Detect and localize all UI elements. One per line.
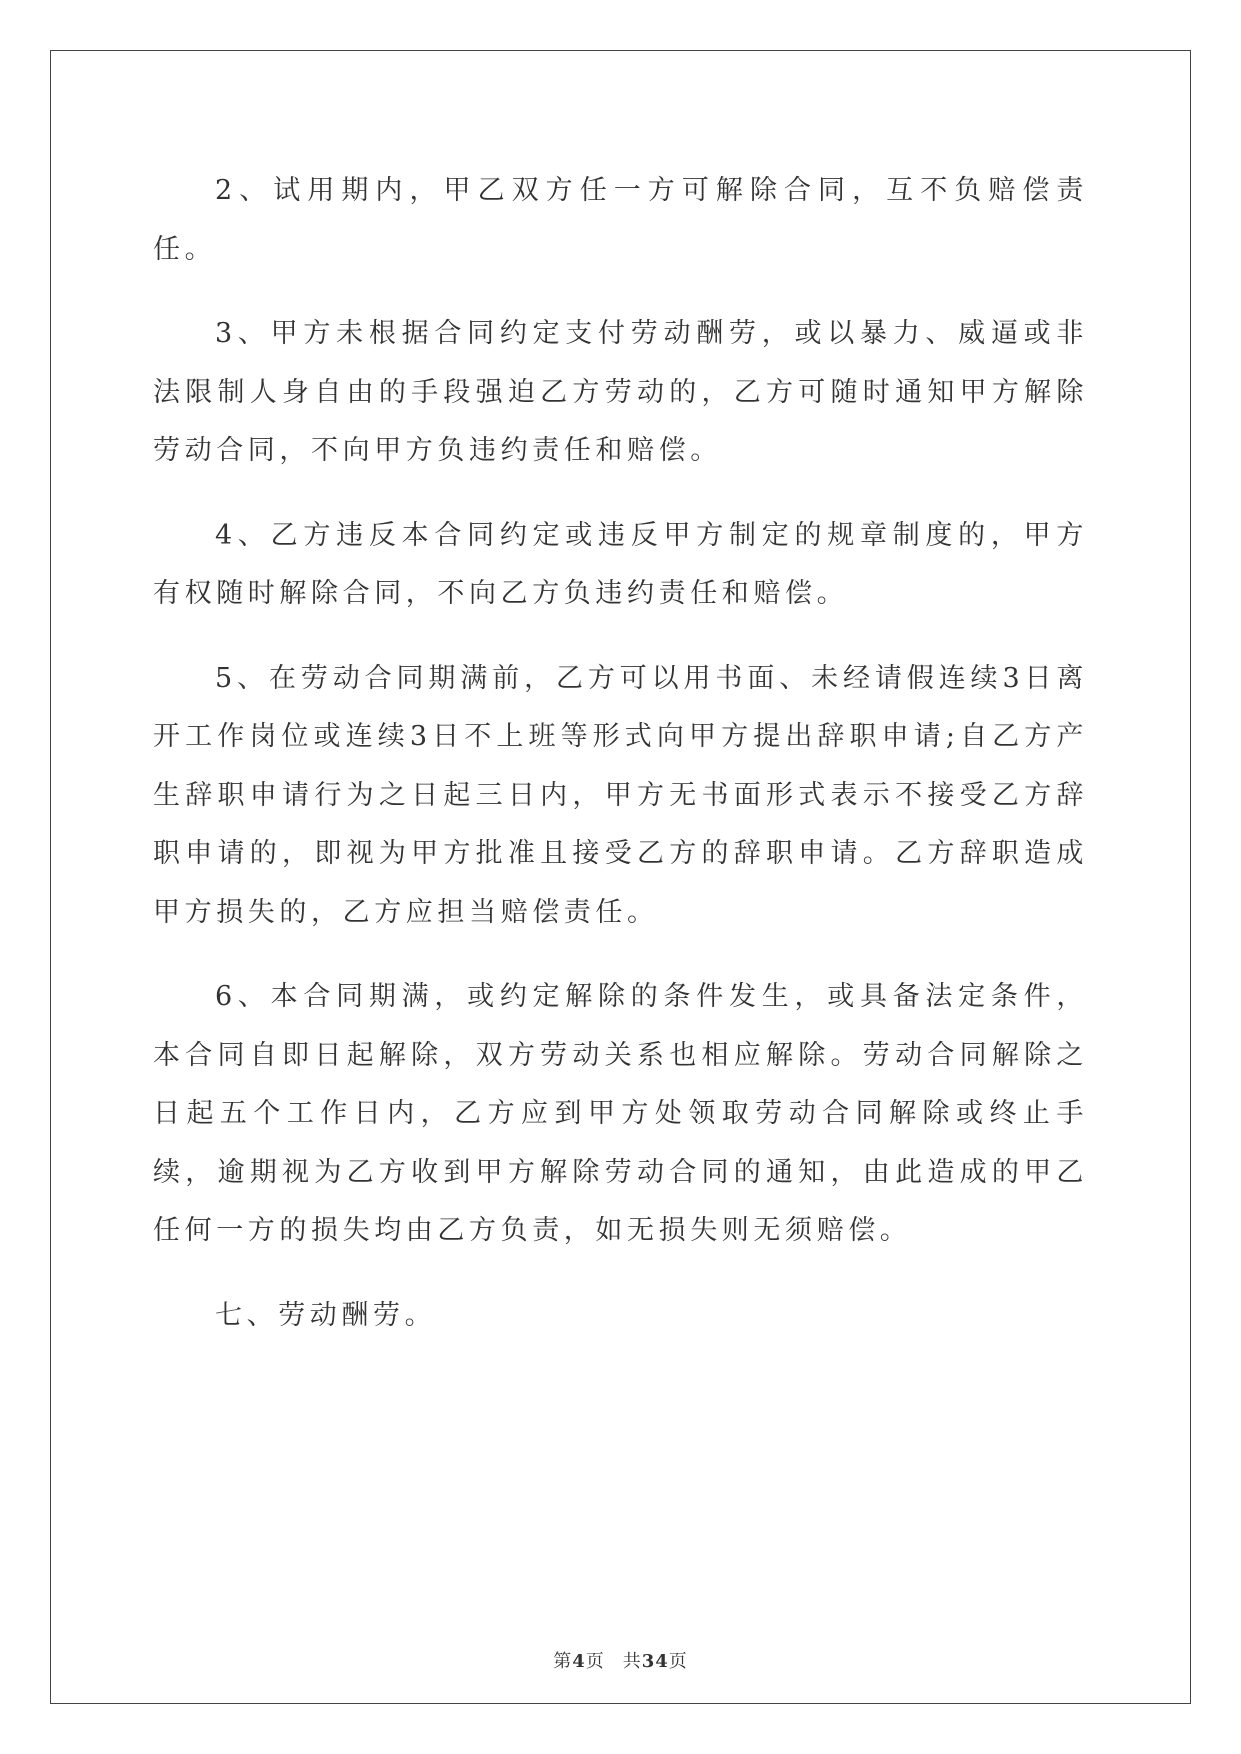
section-heading-labor-pay: 七、劳动酬劳。 bbox=[215, 1299, 437, 1331]
total-pages: 34 bbox=[641, 1651, 669, 1672]
total-prefix: 共 bbox=[622, 1651, 642, 1672]
page-suffix: 页 bbox=[585, 1651, 605, 1672]
paragraph-4: 4、乙方违反本合同约定或违反甲方制定的规章制度的，甲方有权随时解除合同，不向乙方负违约责任和赔偿。 bbox=[153, 519, 1088, 609]
paragraph-2: 2、试用期内，甲乙双方任一方可解除合同，互不负赔偿责任。 bbox=[153, 175, 1088, 265]
paragraph-6: 6、本合同期满，或约定解除的条件发生，或具备法定条件，本合同自即日起解除，双方劳动关系也相应解除。劳动合同解除之日起五个工作日内，乙方应到甲方处领取劳动合同解除或终止手续，逾期视为乙方收到甲方解除劳动合同的通知，由此造成的甲乙任何一方的损失均由乙方负责，如无损失则无须赔偿。 bbox=[153, 981, 1088, 1246]
paragraph-3: 3、甲方未根据合同约定支付劳动酬劳，或以暴力、威逼或非法限制人身自由的手段强迫乙方劳动的，乙方可随时通知甲方解除劳动合同，不向甲方负违约责任和赔偿。 bbox=[153, 318, 1088, 466]
total-suffix: 页 bbox=[668, 1651, 688, 1672]
document-body bbox=[153, 162, 1088, 1345]
page-prefix: 第 bbox=[553, 1651, 573, 1672]
paragraph-5: 5、在劳动合同期满前，乙方可以用书面、未经请假连续3日离开工作岗位或连续3日不上班等形式向甲方提出辞职申请;自乙方产生辞职申请行为之日起三日内，甲方无书面形式表示不接受乙方辞职申请的，即视为甲方批准且接受乙方的辞职申请。乙方辞职造成甲方损失的，乙方应担当赔偿责任。 bbox=[153, 662, 1088, 928]
page-number: 4 bbox=[572, 1651, 586, 1672]
page-footer bbox=[0, 1647, 1241, 1673]
